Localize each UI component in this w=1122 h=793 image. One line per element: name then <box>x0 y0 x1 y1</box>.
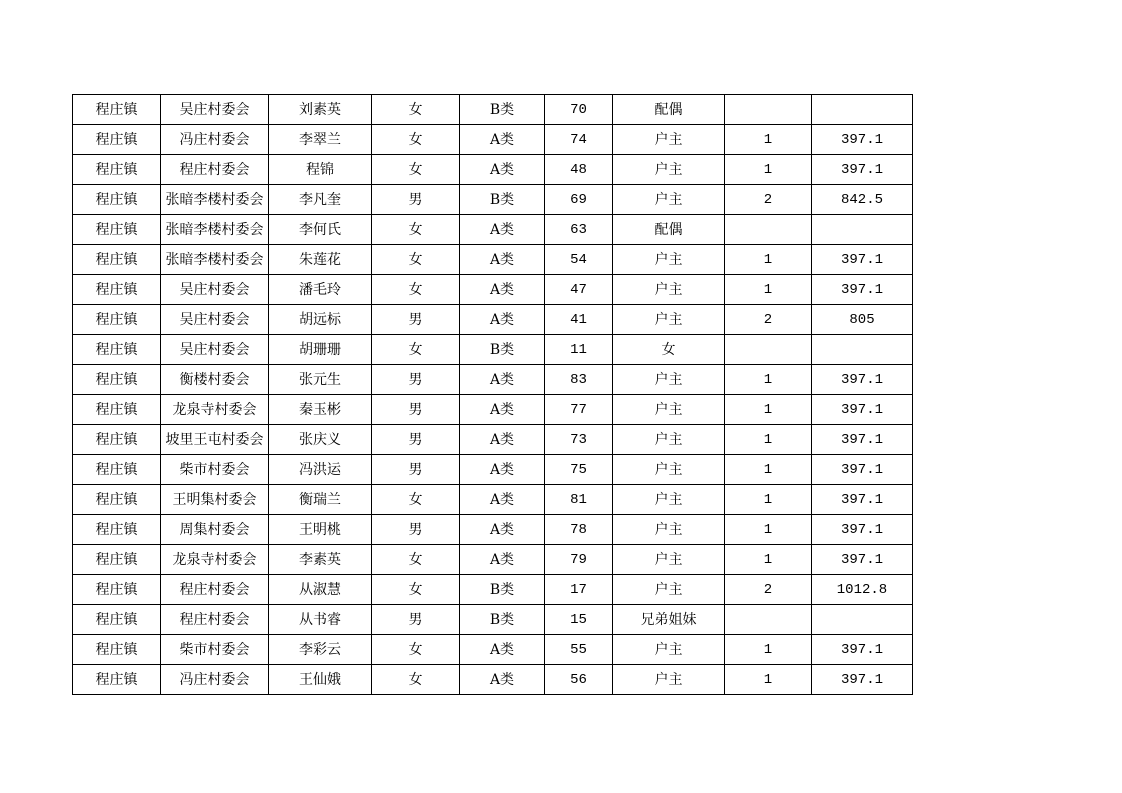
age-cell: 70 <box>545 95 613 125</box>
relation-cell: 户主 <box>613 365 725 395</box>
household-size-cell: 1 <box>725 275 812 305</box>
relation-cell: 户主 <box>613 665 725 695</box>
relation-cell: 户主 <box>613 635 725 665</box>
category-cell: B类 <box>460 185 545 215</box>
age-cell: 78 <box>545 515 613 545</box>
town-cell: 程庄镇 <box>73 605 161 635</box>
amount-cell <box>812 335 913 365</box>
relation-cell: 户主 <box>613 125 725 155</box>
table-row <box>73 95 913 125</box>
name-cell: 从书睿 <box>269 605 372 635</box>
name-cell: 李何氏 <box>269 215 372 245</box>
town-cell: 程庄镇 <box>73 215 161 245</box>
amount-cell: 1012.8 <box>812 575 913 605</box>
amount-cell: 397.1 <box>812 425 913 455</box>
village-cell: 张暗李楼村委会 <box>161 185 269 215</box>
household-size-cell: 2 <box>725 575 812 605</box>
gender-cell: 男 <box>372 605 460 635</box>
age-cell: 74 <box>545 125 613 155</box>
category-cell: B类 <box>460 95 545 125</box>
name-cell: 秦玉彬 <box>269 395 372 425</box>
table-row <box>73 605 913 635</box>
category-cell: B类 <box>460 335 545 365</box>
amount-cell: 397.1 <box>812 455 913 485</box>
name-cell: 张元生 <box>269 365 372 395</box>
town-cell: 程庄镇 <box>73 305 161 335</box>
name-cell: 衡瑞兰 <box>269 485 372 515</box>
household-size-cell: 1 <box>725 365 812 395</box>
age-cell: 11 <box>545 335 613 365</box>
category-cell: A类 <box>460 155 545 185</box>
table-row <box>73 665 913 695</box>
gender-cell: 女 <box>372 335 460 365</box>
relation-cell: 户主 <box>613 515 725 545</box>
relation-cell: 户主 <box>613 155 725 185</box>
relation-cell: 户主 <box>613 575 725 605</box>
category-cell: A类 <box>460 515 545 545</box>
household-size-cell: 1 <box>725 245 812 275</box>
table-row <box>73 275 913 305</box>
table-body <box>73 95 913 695</box>
village-cell: 吴庄村委会 <box>161 335 269 365</box>
table-row <box>73 485 913 515</box>
gender-cell: 男 <box>372 395 460 425</box>
age-cell: 77 <box>545 395 613 425</box>
relation-cell: 兄弟姐妹 <box>613 605 725 635</box>
household-size-cell: 1 <box>725 425 812 455</box>
age-cell: 17 <box>545 575 613 605</box>
relation-cell: 户主 <box>613 455 725 485</box>
category-cell: B类 <box>460 575 545 605</box>
gender-cell: 女 <box>372 545 460 575</box>
category-cell: A类 <box>460 545 545 575</box>
relation-cell: 女 <box>613 335 725 365</box>
amount-cell <box>812 95 913 125</box>
town-cell: 程庄镇 <box>73 665 161 695</box>
amount-cell: 805 <box>812 305 913 335</box>
gender-cell: 女 <box>372 665 460 695</box>
category-cell: A类 <box>460 485 545 515</box>
age-cell: 79 <box>545 545 613 575</box>
name-cell: 李凡奎 <box>269 185 372 215</box>
town-cell: 程庄镇 <box>73 125 161 155</box>
name-cell: 胡远标 <box>269 305 372 335</box>
town-cell: 程庄镇 <box>73 95 161 125</box>
name-cell: 李翠兰 <box>269 125 372 155</box>
relation-cell: 户主 <box>613 275 725 305</box>
age-cell: 83 <box>545 365 613 395</box>
gender-cell: 女 <box>372 215 460 245</box>
amount-cell: 397.1 <box>812 395 913 425</box>
name-cell: 张庆义 <box>269 425 372 455</box>
name-cell: 潘毛玲 <box>269 275 372 305</box>
age-cell: 81 <box>545 485 613 515</box>
amount-cell: 842.5 <box>812 185 913 215</box>
village-cell: 程庄村委会 <box>161 575 269 605</box>
town-cell: 程庄镇 <box>73 275 161 305</box>
category-cell: A类 <box>460 665 545 695</box>
household-size-cell: 1 <box>725 515 812 545</box>
village-cell: 王明集村委会 <box>161 485 269 515</box>
category-cell: A类 <box>460 365 545 395</box>
relation-cell: 户主 <box>613 245 725 275</box>
gender-cell: 女 <box>372 485 460 515</box>
household-size-cell <box>725 215 812 245</box>
amount-cell: 397.1 <box>812 245 913 275</box>
gender-cell: 女 <box>372 125 460 155</box>
village-cell: 程庄村委会 <box>161 155 269 185</box>
category-cell: A类 <box>460 395 545 425</box>
gender-cell: 女 <box>372 275 460 305</box>
name-cell: 从淑慧 <box>269 575 372 605</box>
village-cell: 周集村委会 <box>161 515 269 545</box>
household-size-cell: 1 <box>725 665 812 695</box>
category-cell: A类 <box>460 215 545 245</box>
village-cell: 冯庄村委会 <box>161 665 269 695</box>
household-size-cell: 1 <box>725 125 812 155</box>
household-size-cell: 1 <box>725 455 812 485</box>
amount-cell: 397.1 <box>812 365 913 395</box>
household-size-cell: 1 <box>725 155 812 185</box>
name-cell: 王明桃 <box>269 515 372 545</box>
household-size-cell: 1 <box>725 635 812 665</box>
village-cell: 龙泉寺村委会 <box>161 395 269 425</box>
household-size-cell <box>725 335 812 365</box>
name-cell: 胡珊珊 <box>269 335 372 365</box>
village-cell: 坡里王屯村委会 <box>161 425 269 455</box>
gender-cell: 女 <box>372 635 460 665</box>
village-cell: 龙泉寺村委会 <box>161 545 269 575</box>
age-cell: 55 <box>545 635 613 665</box>
name-cell: 程锦 <box>269 155 372 185</box>
age-cell: 15 <box>545 605 613 635</box>
category-cell: A类 <box>460 635 545 665</box>
data-table <box>72 94 913 695</box>
town-cell: 程庄镇 <box>73 335 161 365</box>
town-cell: 程庄镇 <box>73 365 161 395</box>
village-cell: 柴市村委会 <box>161 455 269 485</box>
household-size-cell <box>725 605 812 635</box>
relation-cell: 配偶 <box>613 215 725 245</box>
age-cell: 48 <box>545 155 613 185</box>
relation-cell: 户主 <box>613 485 725 515</box>
table-row <box>73 125 913 155</box>
gender-cell: 女 <box>372 155 460 185</box>
town-cell: 程庄镇 <box>73 635 161 665</box>
amount-cell: 397.1 <box>812 155 913 185</box>
table-row <box>73 215 913 245</box>
table-row <box>73 635 913 665</box>
town-cell: 程庄镇 <box>73 395 161 425</box>
village-cell: 柴市村委会 <box>161 635 269 665</box>
household-size-cell: 2 <box>725 185 812 215</box>
table-row <box>73 425 913 455</box>
gender-cell: 男 <box>372 455 460 485</box>
amount-cell: 397.1 <box>812 485 913 515</box>
table-row <box>73 515 913 545</box>
table-row <box>73 575 913 605</box>
category-cell: A类 <box>460 425 545 455</box>
village-cell: 衡楼村委会 <box>161 365 269 395</box>
town-cell: 程庄镇 <box>73 575 161 605</box>
town-cell: 程庄镇 <box>73 515 161 545</box>
gender-cell: 女 <box>372 95 460 125</box>
table-row <box>73 395 913 425</box>
age-cell: 63 <box>545 215 613 245</box>
town-cell: 程庄镇 <box>73 545 161 575</box>
town-cell: 程庄镇 <box>73 155 161 185</box>
table-row <box>73 305 913 335</box>
household-size-cell: 2 <box>725 305 812 335</box>
relation-cell: 户主 <box>613 395 725 425</box>
category-cell: A类 <box>460 305 545 335</box>
table-row <box>73 365 913 395</box>
relation-cell: 户主 <box>613 425 725 455</box>
table-row <box>73 245 913 275</box>
category-cell: A类 <box>460 245 545 275</box>
name-cell: 李素英 <box>269 545 372 575</box>
category-cell: A类 <box>460 275 545 305</box>
village-cell: 吴庄村委会 <box>161 95 269 125</box>
category-cell: A类 <box>460 455 545 485</box>
name-cell: 朱莲花 <box>269 245 372 275</box>
town-cell: 程庄镇 <box>73 185 161 215</box>
village-cell: 吴庄村委会 <box>161 275 269 305</box>
village-cell: 冯庄村委会 <box>161 125 269 155</box>
amount-cell: 397.1 <box>812 515 913 545</box>
age-cell: 69 <box>545 185 613 215</box>
gender-cell: 男 <box>372 305 460 335</box>
household-size-cell: 1 <box>725 545 812 575</box>
gender-cell: 女 <box>372 575 460 605</box>
town-cell: 程庄镇 <box>73 245 161 275</box>
age-cell: 41 <box>545 305 613 335</box>
town-cell: 程庄镇 <box>73 485 161 515</box>
age-cell: 73 <box>545 425 613 455</box>
household-size-cell: 1 <box>725 485 812 515</box>
amount-cell: 397.1 <box>812 635 913 665</box>
town-cell: 程庄镇 <box>73 425 161 455</box>
town-cell: 程庄镇 <box>73 455 161 485</box>
table-row <box>73 155 913 185</box>
relation-cell: 户主 <box>613 185 725 215</box>
age-cell: 54 <box>545 245 613 275</box>
amount-cell: 397.1 <box>812 275 913 305</box>
household-size-cell: 1 <box>725 395 812 425</box>
gender-cell: 女 <box>372 245 460 275</box>
table-row <box>73 545 913 575</box>
amount-cell <box>812 605 913 635</box>
village-cell: 吴庄村委会 <box>161 305 269 335</box>
table-row <box>73 185 913 215</box>
village-cell: 程庄村委会 <box>161 605 269 635</box>
gender-cell: 男 <box>372 515 460 545</box>
amount-cell: 397.1 <box>812 665 913 695</box>
amount-cell: 397.1 <box>812 125 913 155</box>
name-cell: 王仙娥 <box>269 665 372 695</box>
table-row <box>73 335 913 365</box>
gender-cell: 男 <box>372 185 460 215</box>
amount-cell <box>812 215 913 245</box>
category-cell: B类 <box>460 605 545 635</box>
age-cell: 56 <box>545 665 613 695</box>
name-cell: 刘素英 <box>269 95 372 125</box>
name-cell: 冯洪运 <box>269 455 372 485</box>
age-cell: 75 <box>545 455 613 485</box>
gender-cell: 男 <box>372 425 460 455</box>
table-row <box>73 455 913 485</box>
relation-cell: 户主 <box>613 305 725 335</box>
village-cell: 张暗李楼村委会 <box>161 215 269 245</box>
village-cell: 张暗李楼村委会 <box>161 245 269 275</box>
category-cell: A类 <box>460 125 545 155</box>
relation-cell: 配偶 <box>613 95 725 125</box>
name-cell: 李彩云 <box>269 635 372 665</box>
age-cell: 47 <box>545 275 613 305</box>
household-size-cell <box>725 95 812 125</box>
relation-cell: 户主 <box>613 545 725 575</box>
amount-cell: 397.1 <box>812 545 913 575</box>
gender-cell: 男 <box>372 365 460 395</box>
